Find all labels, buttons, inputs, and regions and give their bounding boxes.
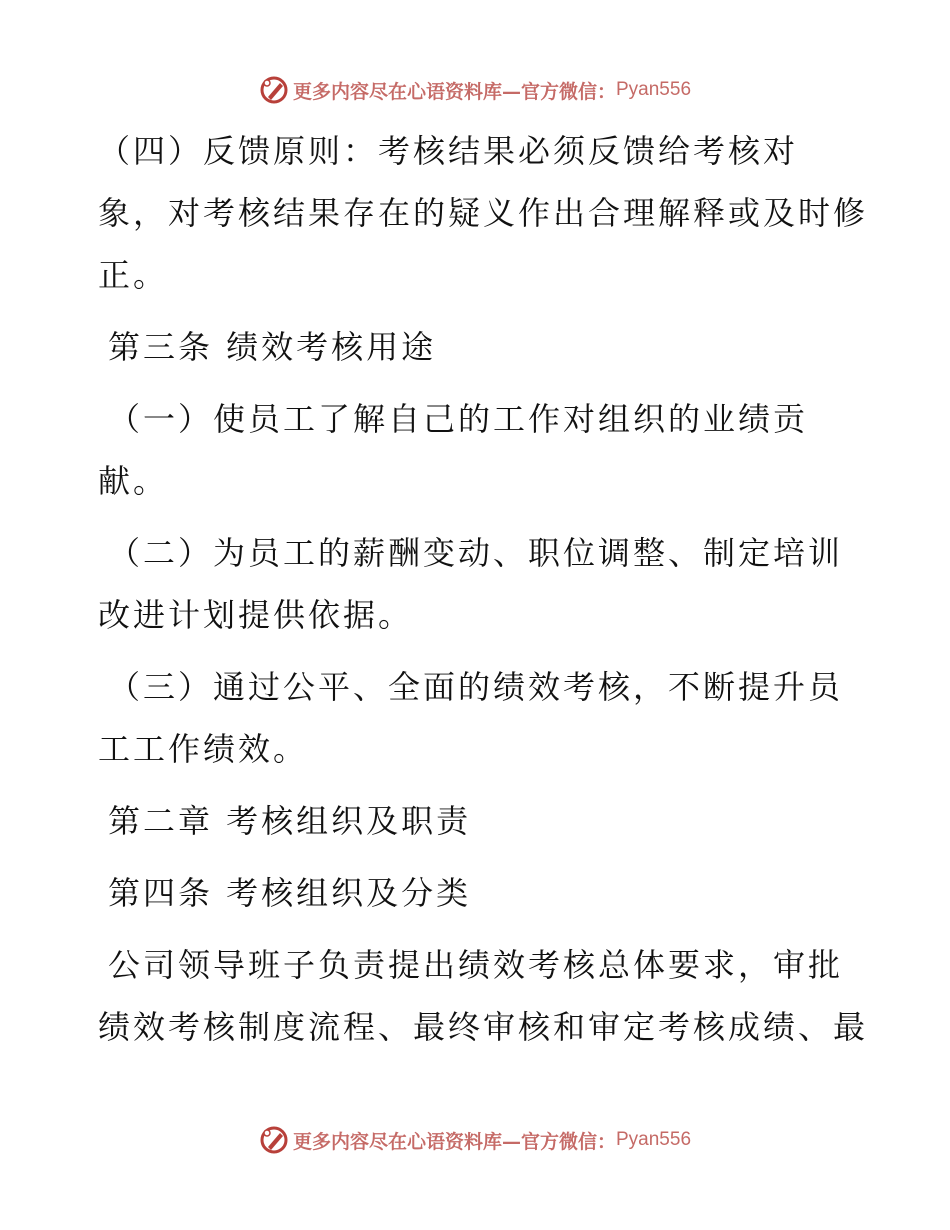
text-line: 正。	[98, 256, 169, 294]
banner-account: Pyan556	[616, 79, 692, 100]
text-line: 献。	[98, 462, 169, 500]
banner-text: 更多内容尽在心语资料库—官方微信：	[292, 1130, 616, 1153]
text-line: 第三条 绩效考核用途	[108, 328, 437, 366]
footer-banner	[0, 1120, 950, 1160]
heading-article-4	[98, 862, 858, 924]
text-line: （一）使员工了解自己的工作对组织的业绩贡	[108, 400, 809, 438]
pen-globe-logo-icon	[259, 75, 289, 105]
paragraph-use-1	[98, 388, 858, 512]
paragraph-feedback-principle	[98, 120, 869, 306]
header-banner	[0, 70, 950, 110]
text-line: （二）为员工的薪酬变动、职位调整、制定培训	[108, 534, 844, 572]
banner-account: Pyan556	[616, 1129, 692, 1150]
text-line: （四）反馈原则：考核结果必须反馈给考核对	[98, 132, 799, 170]
pen-globe-logo-icon	[259, 1125, 289, 1155]
text-line: 第二章 考核组织及职责	[108, 802, 472, 840]
paragraph-use-3	[98, 656, 858, 780]
text-line: 绩效考核制度流程、最终审核和审定考核成绩、最	[98, 1008, 869, 1046]
heading-article-3	[98, 316, 858, 378]
banner-text: 更多内容尽在心语资料库—官方微信：	[292, 80, 616, 103]
text-line: 公司领导班子负责提出绩效考核总体要求，审批	[108, 946, 844, 984]
paragraph-leadership	[98, 934, 869, 1058]
paragraph-use-2	[98, 522, 858, 646]
text-line: 象，对考核结果存在的疑义作出合理解释或及时修	[98, 194, 869, 232]
text-line: 改进计划提供依据。	[98, 596, 414, 634]
heading-chapter-2	[98, 790, 858, 852]
text-line: 工工作绩效。	[98, 730, 309, 768]
text-line: （三）通过公平、全面的绩效考核，不断提升员	[108, 668, 844, 706]
text-line: 第四条 考核组织及分类	[108, 874, 472, 912]
document-body	[98, 120, 869, 1068]
